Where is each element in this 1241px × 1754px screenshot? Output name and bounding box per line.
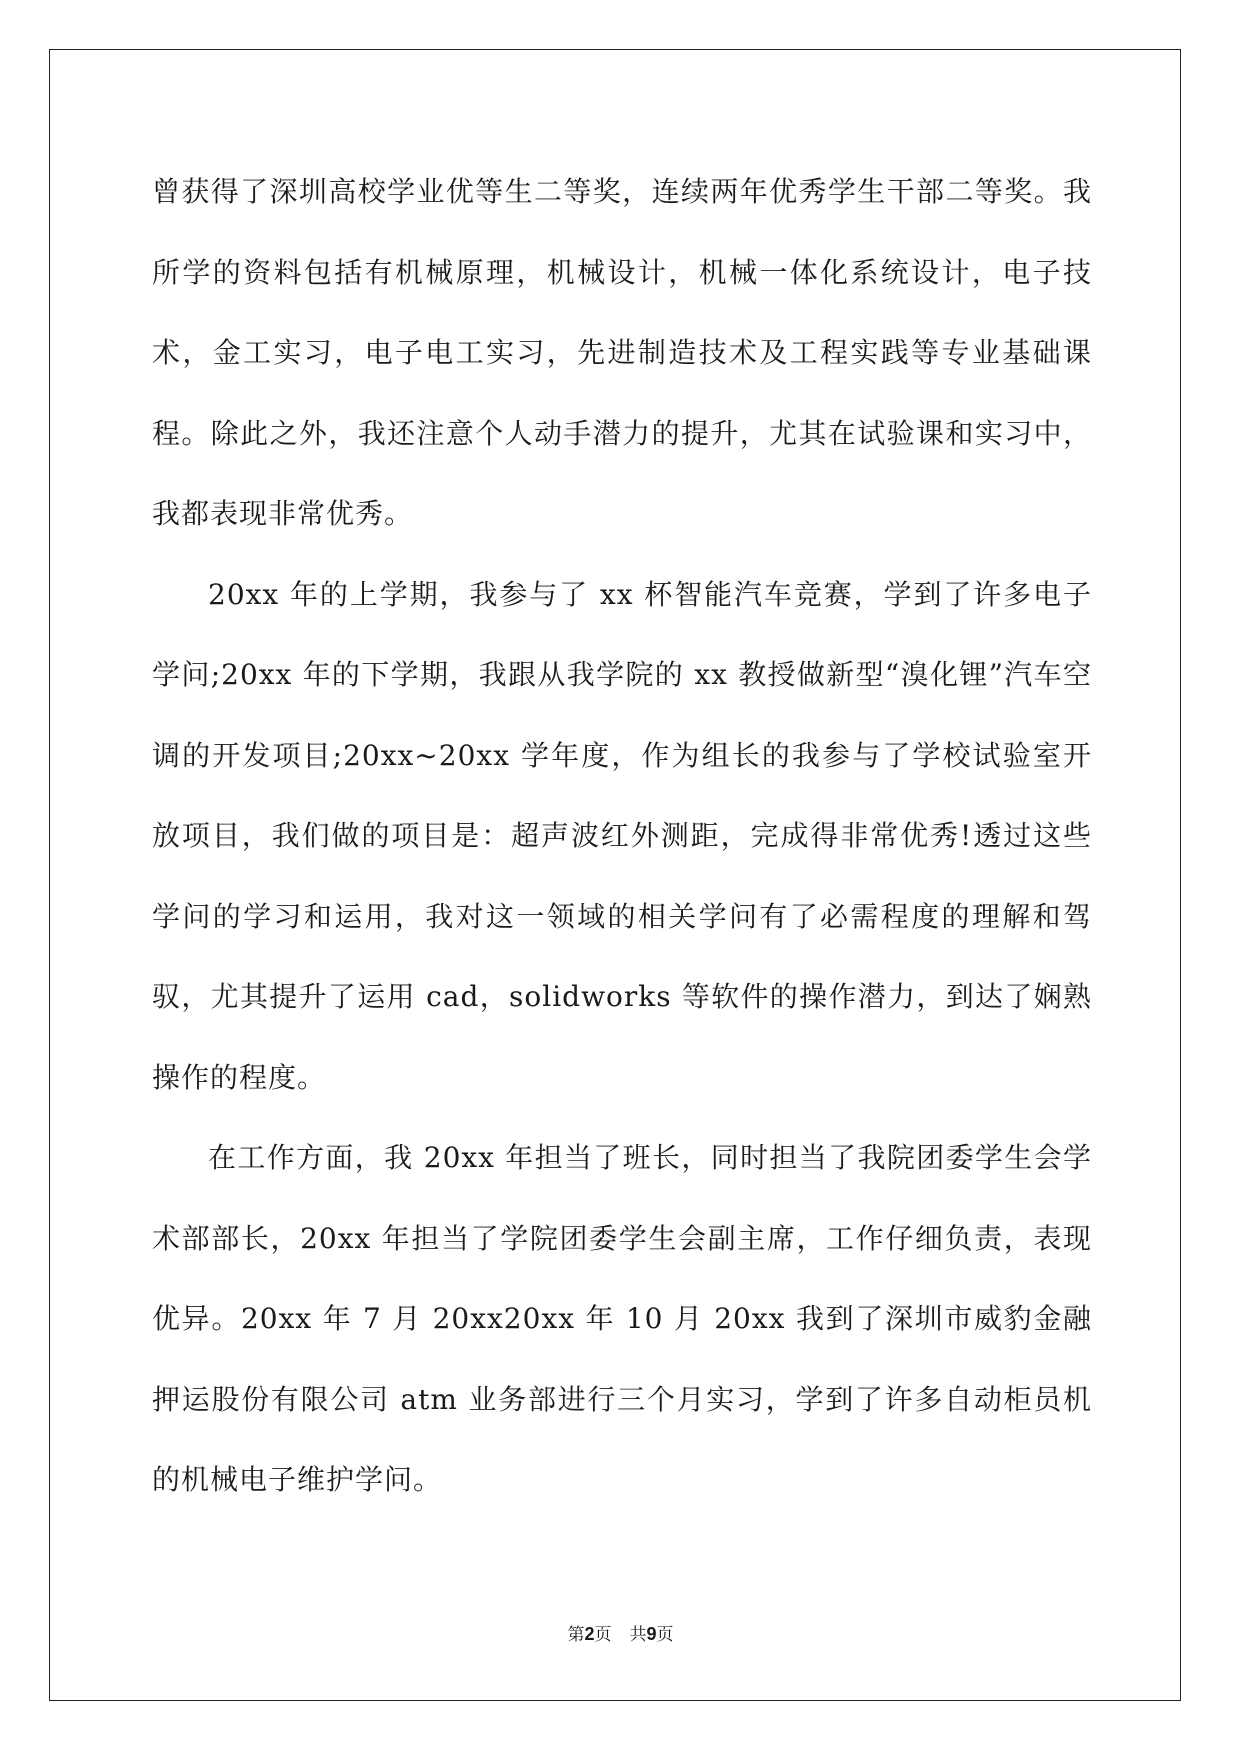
paragraph-3: 在工作方面，我 20xx 年担当了班长，同时担当了我院团委学生会学术部部长，20xx 年担当了学院团委学生会副主席，工作仔细负责，表现优异。20xx 年 7 月 20xx20xx 年 10 月 20xx 我到了深圳市威豹金融押运股份有限公司 atm 业务部进行三个月实习，学到了许多自动柜员机的机械电子维护学问。 [152,1141,1092,1496]
footer-page-prefix: 第 [567,1625,585,1645]
paragraph-2: 20xx 年的上学期，我参与了 xx 杯智能汽车竞赛，学到了许多电子学问;20xx 年的下学期，我跟从我学院的 xx 教授做新型“溴化锂”汽车空调的开发项目;20xx~20xx 学年度，作为组长的我参与了学校试验室开放项目，我们做的项目是：超声波红外测距，完成得非常优秀!透过这些学问的学习和运用，我对这一领域的相关学问有了必需程度的理解和驾驭，尤其提升了运用 cad，solidworks 等软件的操作潜力，到达了娴熟操作的程度。 [152,577,1092,1094]
footer-total-prefix: 共 [629,1625,647,1645]
document-body [152,152,1092,1521]
footer-total-pages: 9 [646,1624,657,1644]
footer-page-number: 2 [584,1624,595,1644]
page-footer [0,1620,1241,1645]
footer-total-suffix: 页 [656,1625,674,1645]
paragraph-1: 曾获得了深圳高校学业优等生二等奖，连续两年优秀学生干部二等奖。我所学的资料包括有机械原理，机械设计，机械一体化系统设计，电子技术，金工实习，电子电工实习，先进制造技术及工程实践等专业基础课程。除此之外，我还注意个人动手潜力的提升，尤其在试验课和实习中，我都表现非常优秀。 [152,175,1092,530]
footer-page-suffix: 页 [594,1625,612,1645]
